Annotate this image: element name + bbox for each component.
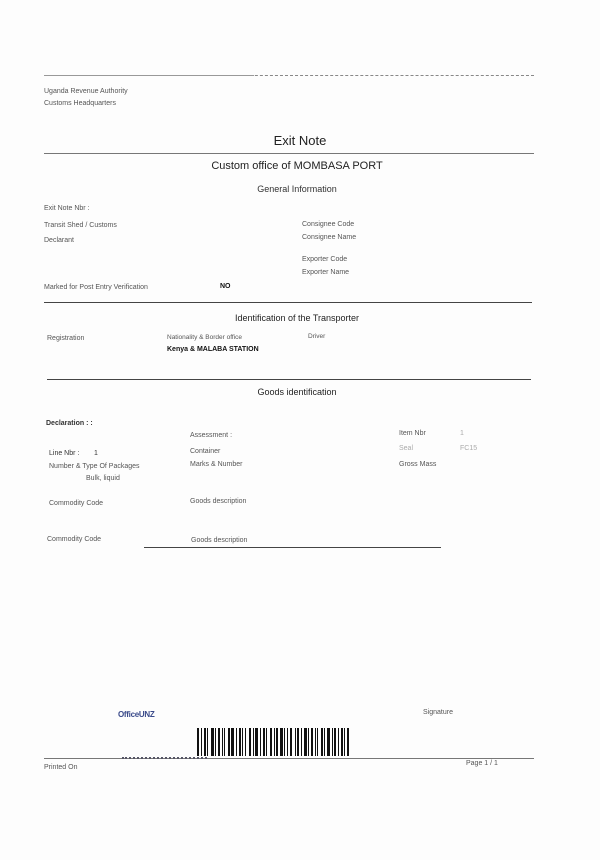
org-name: Uganda Revenue Authority [44,88,128,95]
general-section-divider [44,302,532,303]
title-divider [44,153,534,154]
exit-note-nbr-label: Exit Note Nbr : [44,205,90,212]
commodity-code-label-2: Commodity Code [47,536,102,543]
line-nbr-value: 1 [94,450,98,457]
footer-smudge [122,757,207,759]
top-scan-line-solid [44,75,254,76]
exporter-name-label: Exporter Name [302,269,350,276]
packages-label: Number & Type Of Packages [49,463,140,470]
declarant-label: Declarant [44,237,74,244]
transporter-section-divider [47,379,531,380]
transit-shed-label: Transit Shed / Customs [44,222,117,229]
nationality-border-label: Nationality & Border office [167,334,243,341]
gross-mass-label: Gross Mass [399,461,437,468]
assessment-label: Assessment : [190,432,233,439]
declaration-label: Declaration : : [46,420,93,427]
marks-number-label: Marks & Number [190,461,243,468]
office-heading: Custom office of MOMBASA PORT [211,160,383,172]
consignee-name-label: Consignee Name [302,234,357,241]
general-information-heading: General Information [257,184,337,194]
goods-description-label-2: Goods description [191,537,248,544]
seal-value: FC15 [460,445,478,452]
nationality-border-value: Kenya & MALABA STATION [167,346,259,353]
post-entry-verification-value: NO [220,283,231,290]
document-title: Exit Note [273,133,327,148]
registration-label: Registration [47,335,85,342]
post-entry-verification-label: Marked for Post Entry Verification [44,284,148,291]
packages-value: Bulk, liquid [86,475,120,482]
driver-label: Driver [308,333,326,340]
goods-description-underline [144,547,441,548]
consignee-code-label: Consignee Code [302,221,355,228]
goods-identification-heading: Goods identification [257,387,337,397]
printed-on-label: Printed On [44,764,78,771]
signature-label: Signature [423,709,453,716]
office-stamp: OfficeUNZ [118,710,155,719]
commodity-code-label-1: Commodity Code [49,500,104,507]
goods-description-label-1: Goods description [190,498,247,505]
top-scan-line [44,75,534,76]
item-nbr-label: Item Nbr [399,430,426,437]
transporter-heading: Identification of the Transporter [234,313,360,323]
footer-divider [44,758,534,759]
item-nbr-value: 1 [460,430,464,437]
org-unit: Customs Headquarters [44,100,116,107]
page-number: Page 1 / 1 [466,760,498,767]
seal-label: Seal [399,445,414,452]
barcode [197,728,377,756]
line-nbr-label: Line Nbr : [49,450,80,457]
exporter-code-label: Exporter Code [302,256,348,263]
container-label: Container [190,448,221,455]
